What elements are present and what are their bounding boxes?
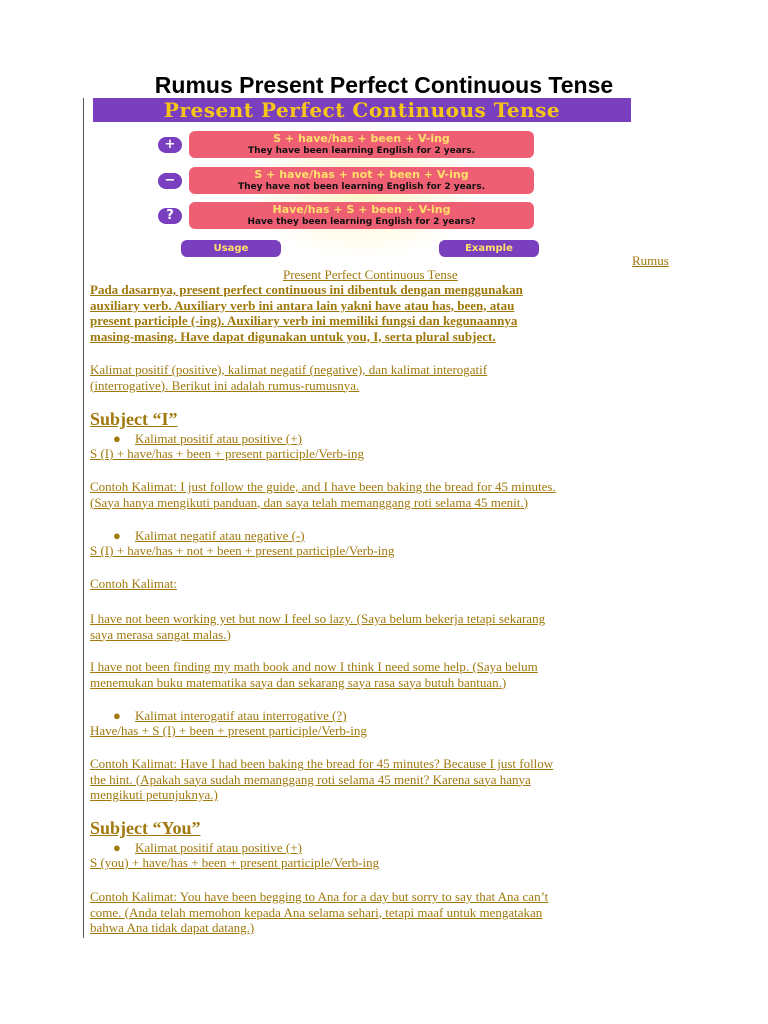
interrogative-example-paragraph: [90, 756, 690, 803]
you-positive-formula-text: S (you) + have/has + been + present participle/Verb-ing: [90, 855, 380, 870]
kinds-paragraph: [90, 362, 690, 393]
example-line: saya merasa sangat malas.): [90, 626, 231, 642]
example-line: Contoh Kalimat: Have I had been baking the bread for 45 minutes? Because I just follow: [90, 756, 554, 771]
negative-example-2: [90, 659, 690, 690]
positive-example: They have been learning English for 2 years.: [248, 146, 475, 156]
example-line: I have not been finding my math book and now I think I need some help. (Saya belum: [90, 659, 538, 674]
infographic-banner: Present Perfect Continuous Tense: [93, 98, 631, 122]
interrogative-example: Have they been learning English for 2 years?: [247, 217, 476, 227]
plus-icon: +: [158, 137, 182, 153]
you-positive-example-paragraph: [90, 889, 690, 936]
interrogative-bullet: ● Kalimat interogatif atau interrogative (?): [113, 708, 347, 723]
usage-label: Usage: [181, 240, 281, 257]
example-line: I have not been working yet but now I feel so lazy. (Saya belum bekerja tetapi sekarang: [90, 611, 546, 626]
positive-label: Kalimat positif atau positive (+): [135, 840, 302, 855]
example-label: Example: [439, 240, 539, 257]
subject-i-heading: Subject “I”: [90, 409, 178, 429]
kinds-line: Kalimat positif (positive), kalimat negatif (negative), dan kalimat interogatif: [90, 362, 488, 377]
intro-line: auxiliary verb. Auxiliary verb ini antara lain yakni have atau has, been, atau: [90, 297, 515, 313]
question-icon: ?: [158, 208, 182, 224]
interrogative-label: Kalimat interogatif atau interrogative (?): [135, 708, 347, 723]
intro-paragraph: [90, 282, 690, 344]
interrogative-formula: Have/has + S + been + V-ing: [272, 203, 451, 216]
positive-formula: S + have/has + been + V-ing: [273, 132, 450, 145]
example-line: come. (Anda telah memohon kepada Ana selama sehari, tetapi maaf untuk mengatakan: [90, 904, 543, 920]
example-line: the hint. (Apakah saya sudah memanggang roti selama 45 menit? Karena saya hanya: [90, 771, 531, 787]
positive-formula-text: S (I) + have/has + been + present participle/Verb-ing: [90, 446, 364, 461]
subject-you-heading: Subject “You”: [90, 818, 201, 838]
example-line: (Saya hanya mengikuti panduan, dan saya telah memanggang roti selama 45 menit.): [90, 494, 528, 510]
positive-label: Kalimat positif atau positive (+): [135, 431, 302, 446]
negative-formula: S + have/has + not + been + V-ing: [254, 168, 469, 181]
minus-icon: −: [158, 173, 182, 189]
positive-bullet: ● Kalimat positif atau positive (+): [113, 431, 302, 446]
negative-label: Kalimat negatif atau negative (-): [135, 528, 305, 543]
negative-formula-row: [189, 167, 534, 194]
intro-line: present participle (-ing). Auxiliary verb ini memiliki fungsi dan kegunaannya: [90, 313, 518, 328]
tense-infographic: [93, 98, 631, 260]
example-line: bahwa Ana tidak dapat datang.): [90, 920, 255, 935]
intro-line: Pada dasarnya, present perfect continuous ini dibentuk dengan menggunakan: [90, 282, 523, 297]
negative-example-intro: Contoh Kalimat:: [90, 576, 178, 591]
left-border-line: [83, 98, 84, 938]
negative-example-1: [90, 611, 690, 642]
interrogative-formula-row: [189, 202, 534, 229]
example-line: Contoh Kalimat: You have been begging to Ana for a day but sorry to say that Ana can’t: [90, 889, 549, 904]
kinds-line: (interrogative). Berikut ini adalah rumus-rumusnya.: [90, 377, 360, 393]
page-title: Rumus Present Perfect Continuous Tense: [154, 72, 614, 98]
image-caption-title[interactable]: Present Perfect Continuous Tense: [283, 267, 458, 282]
you-positive-bullet: ● Kalimat positif atau positive (+): [113, 840, 302, 855]
image-caption-rumus[interactable]: Rumus: [632, 253, 669, 268]
example-line: menemukan buku matematika saya dan sekarang saya rasa saya butuh bantuan.): [90, 674, 507, 690]
negative-formula-text: S (I) + have/has + not + been + present participle/Verb-ing: [90, 543, 395, 558]
negative-example: They have not been learning English for 2 years.: [237, 182, 486, 192]
positive-formula-row: [189, 131, 534, 158]
example-line: mengikuti petunjuknya.): [90, 787, 218, 802]
negative-bullet: ● Kalimat negatif atau negative (-): [113, 528, 305, 543]
interrogative-formula-text: Have/has + S (I) + been + present participle/Verb-ing: [90, 723, 367, 738]
example-line: Contoh Kalimat: I just follow the guide, and I have been baking the bread for 45 minutes.: [90, 479, 556, 494]
positive-example-paragraph: [90, 479, 690, 510]
intro-line: masing-masing. Have dapat digunakan untuk you, I, serta plural subject.: [90, 328, 496, 344]
